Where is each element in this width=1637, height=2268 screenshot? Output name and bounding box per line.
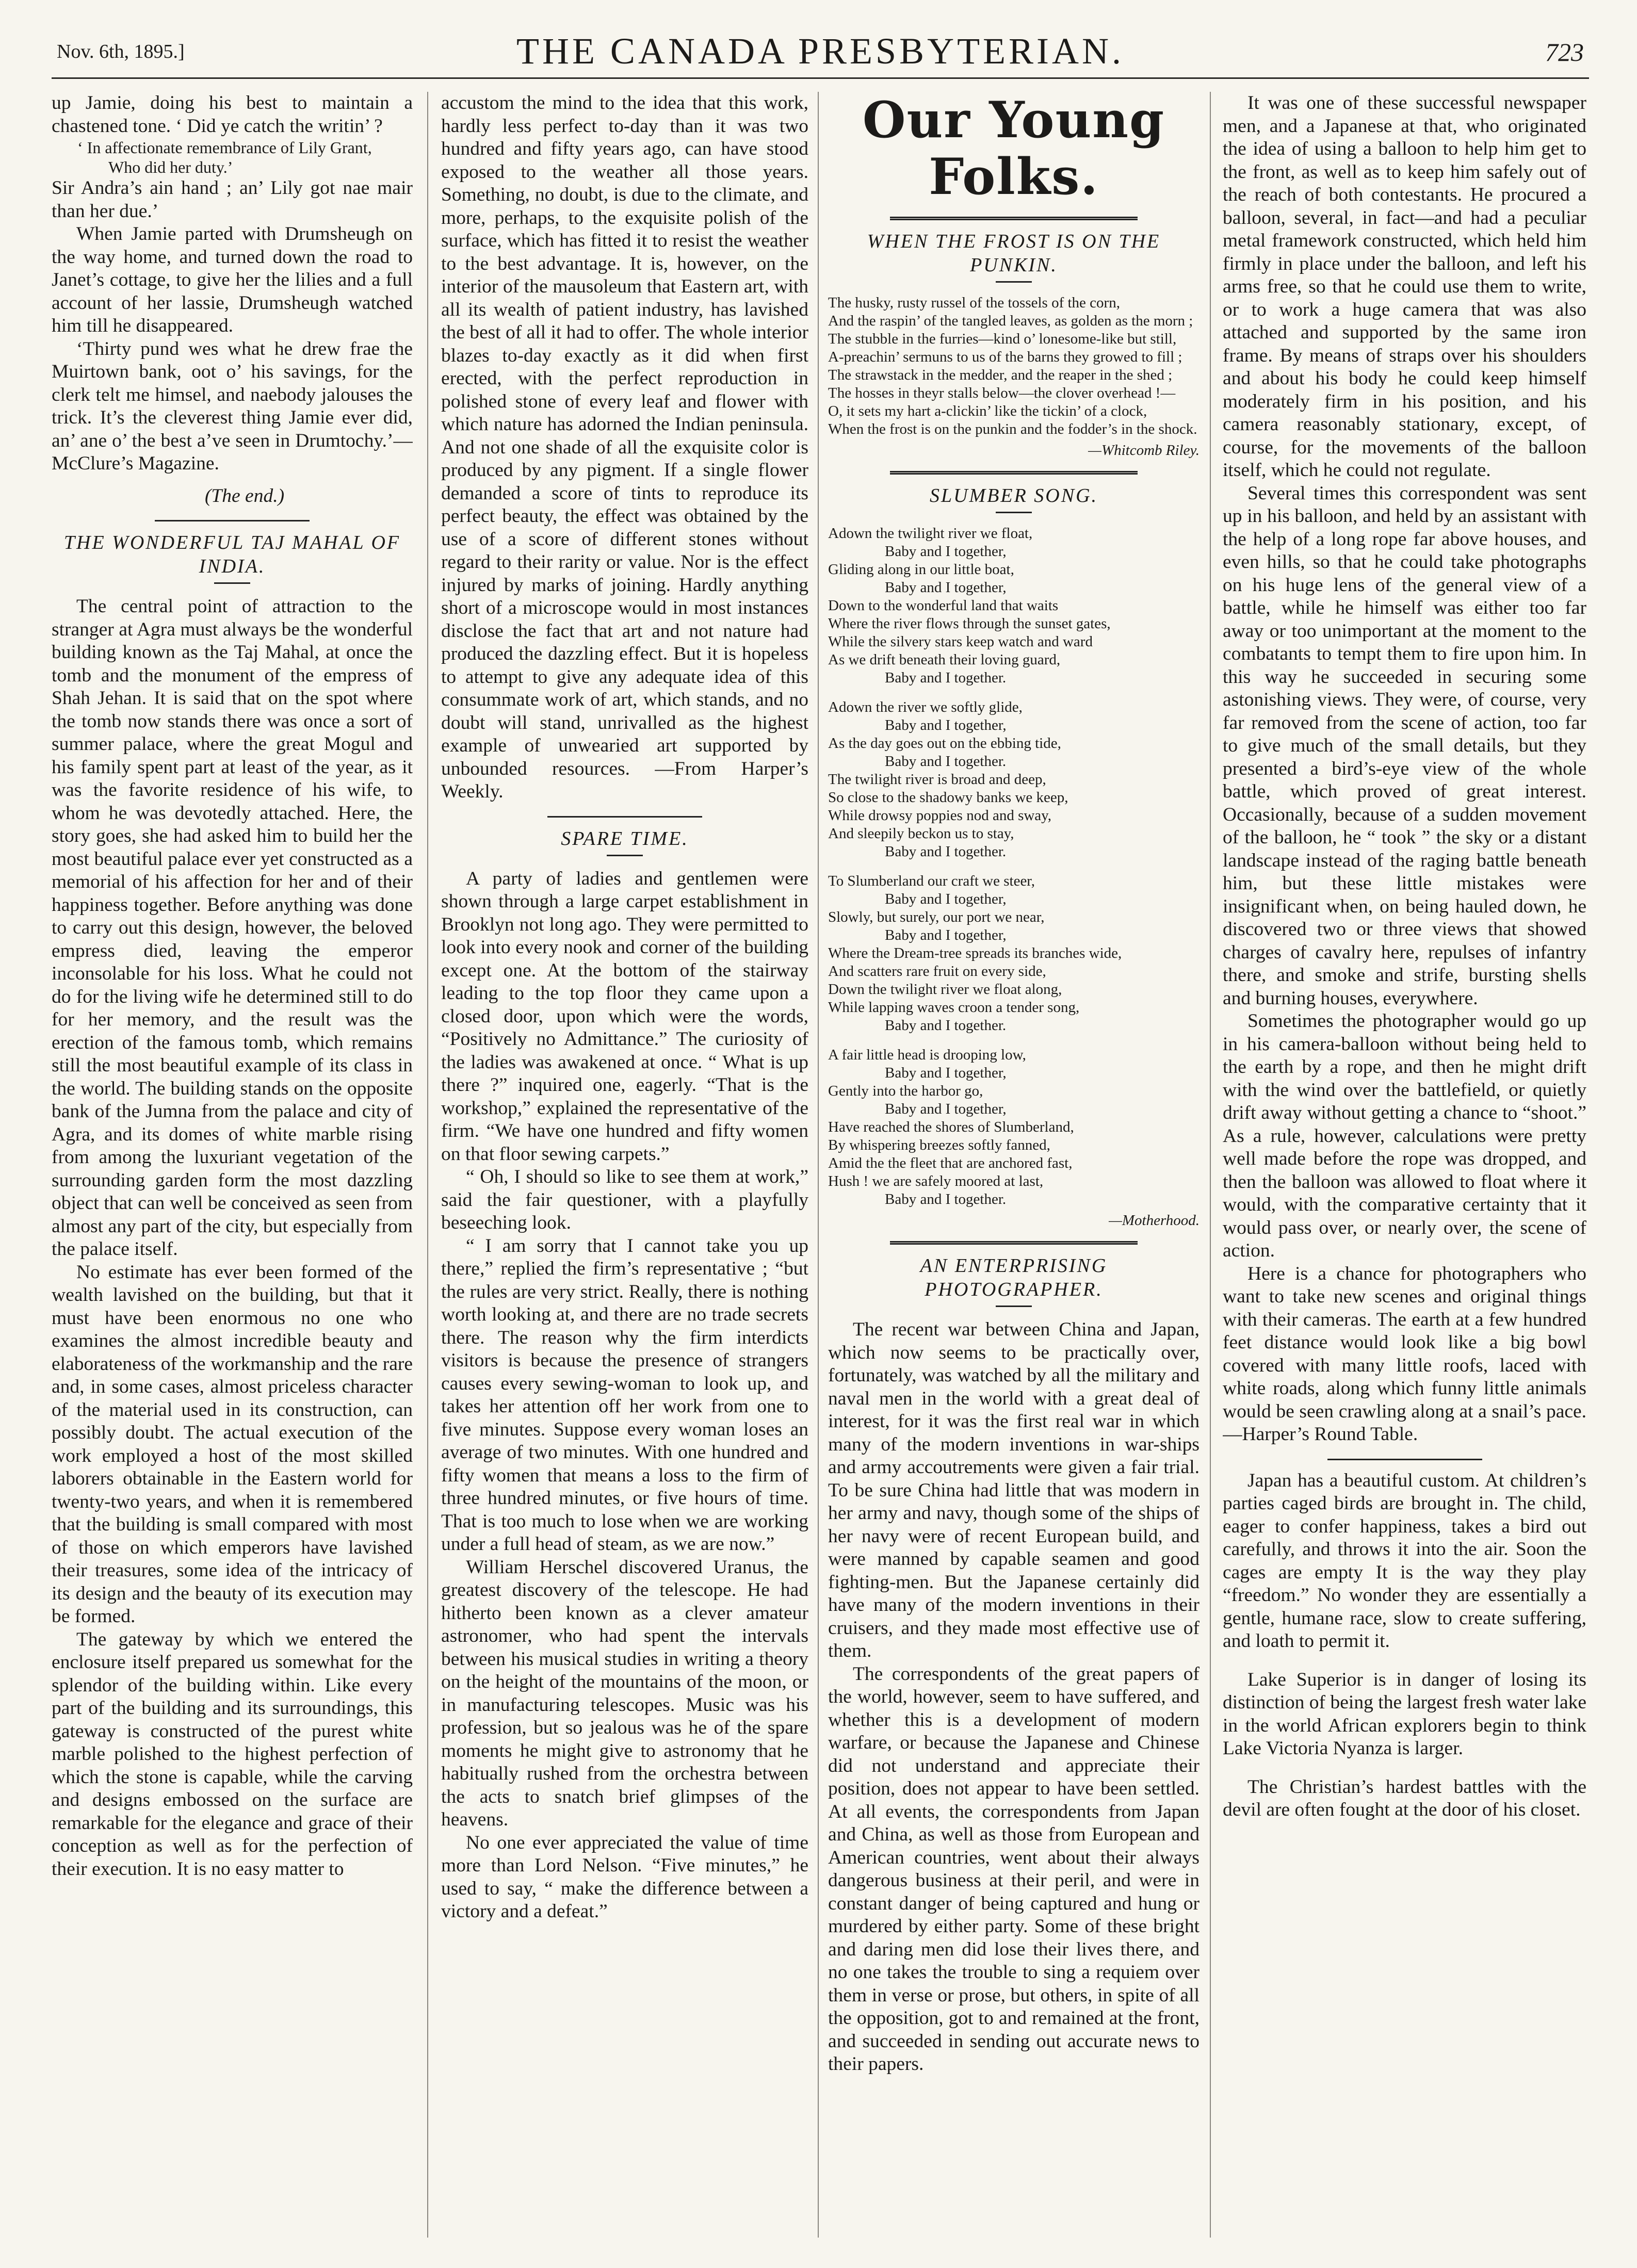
- paragraph: The correspondents of the great papers of the world, however, seem to have suffered, and whether this is a development of modern warfare, or because the Japanese and Chinese did not understand and appreciate their position, does not appear to have been settled. At all events, the correspondents from Japan and China, as well as those from European and American countries, went about their always dangerous business at their peril, and were in constant danger of being captured and hung or murdered by either party. Some of these bright and daring men did lose their lives there, and no one takes the trouble to sing a requiem over them in verse or prose, but others, in spite of all the opposition, got to and remained at the front, and succeeded in sending out accurate news to their papers.: [828, 1663, 1200, 2075]
- poem-attribution: —Motherhood.: [1109, 1212, 1200, 1229]
- poem-line: Baby and I together,: [885, 891, 1007, 907]
- poem-line: Baby and I together,: [885, 1101, 1007, 1117]
- paragraph: Sometimes the photographer would go up in his camera-balloon without being held to the earth by a rope, and then he might drift with the wind over the battlefield, or quietly drift away without getting a chance to “shoot.” As a rule, however, calculations were pretty well made before the rope was dropped, and then the balloon was allowed to float where it would, with the comparative certainty that it would pass over, or nearly over, the scene of action.: [1223, 1010, 1586, 1261]
- section-rule: [890, 217, 1138, 220]
- paragraph: The Christian’s hardest battles with the devil are often fought at the door of his closet.: [1223, 1776, 1586, 1820]
- poem-slumber: [828, 525, 1200, 1230]
- poem-line: Adown the river we softly glide,: [828, 699, 1023, 715]
- poem-frost: [828, 294, 1200, 460]
- poem-heading: SLUMBER SONG.: [929, 485, 1098, 507]
- poem-line: Baby and I together,: [885, 717, 1007, 733]
- column-1: [52, 92, 413, 2243]
- poem-line: Baby and I together,: [885, 543, 1007, 560]
- poem-line: Down the twilight river we float along,: [828, 981, 1062, 998]
- section-rule: [890, 471, 1138, 475]
- heading-rule: [996, 281, 1032, 283]
- paragraph: accustom the mind to the idea that this work, hardly less perfect to-day than it was two hundred and fifty years ago, can have stood exposed to the weather all those years. Something, no doubt, is due to the climate, and more, perhaps, to the exquisite polish of the surface, which has fitted it to resist the weather to the best advantage. It is, however, on the interior of the mausoleum that Eastern art, with all its wealth of patient industry, has lavished the best of all it had to offer. The whole interior blazes to-day exactly as it did when first erected, with the perfect reproduction in polished stone of every leaf and flower with which nature has adorned the Indian peninsula. And not one shade of all the exquisite color is produced by any pigment. If a single flower demanded a score of tints to reproduce its perfect beauty, the effect was obtained by the use of a score of different stones without regard to their rarity or value. Nor is the effect injured by marks of joining. Hardly anything short of a microscope would in most instances disclose the fact that art and not nature had produced the dazzling effect. But it is hopeless to attempt to give any adequate idea of this consummate work of art, which stands, and no doubt will stand, unrivalled as the highest example of unwearied art supported by unbounded resources. —From Harper’s Weekly.: [441, 92, 808, 802]
- poem-line: O, it sets my hart a-clickin’ like the tickin’ of a clock,: [828, 403, 1147, 419]
- poem-line: The husky, rusty russel of the tossels of the corn,: [828, 295, 1120, 311]
- paragraph: The central point of attraction to the stranger at Agra must always be the wonderful building known as the Taj Mahal, at once the tomb and the monument of the empress of Shah Jehan. It is said that on the spot where the tomb now stands there was once a sort of summer palace, where the great Mogul and his family spent part at least of the year, as it was the favorite residence of his wife, to whom he was devotedly attached. Here, the story goes, she had asked him to build her the most beautiful palace ever yet constructed as a memorial of his affection for her and of their happiness together. Before anything was done to carry out this design, however, the beloved empress died, leaving the emperor inconsolable for his loss. What he could not do for the living wife he determined still to do for her memory, and the result was the erection of the famous tomb, which remains still the most beautiful example of its class in the world. The building stands on the opposite bank of the Jumna from the palace and city of Agra, and its domes of white marble rising from among the luxuriant vegetation of the surrounding garden form the most dazzling object that can well be conceived as seen from almost any part of the city, but especially from the palace itself.: [52, 596, 413, 1260]
- column-divider: [427, 92, 428, 2238]
- poem-line: Down to the wonderful land that waits: [828, 597, 1059, 614]
- poem-line: And the raspin’ of the tangled leaves, as golden as the morn ;: [828, 313, 1193, 329]
- column-divider: [1210, 92, 1211, 2238]
- poem-line: Baby and I together.: [885, 1017, 1007, 1034]
- paragraph: Here is a chance for photographers who want to take new scenes and original things with their cameras. The earth at a few hundred feet distance would look like a big bowl covered with many little roofs, laced with white roads, along which funny little animals would be seen crawling along at a snail’s pace.—Harper’s Round Table.: [1223, 1263, 1586, 1445]
- heading-rule: [607, 855, 643, 856]
- poem-line: Baby and I together.: [885, 753, 1007, 770]
- poem-line: Baby and I together.: [885, 670, 1007, 686]
- paragraph: William Herschel discovered Uranus, the greatest discovery of the telescope. He had hitherto been known as a clever amateur astronomer, who had spent the intervals between his musical studies in writing a theory on the height of the mountains of the moon, or in manufacturing telescopes. Music was his profession, but so jealous was he of the spare moments he might give to astronomy that he habitually rushed from the orchestra between the acts to snatch brief glimpses of the heavens.: [441, 1556, 808, 1830]
- poem-line: Baby and I together,: [885, 927, 1007, 943]
- poem-attribution: —Whitcomb Riley.: [1088, 442, 1200, 459]
- masthead-title: THE CANADA PRESBYTERIAN.: [516, 30, 1125, 72]
- poem-line: Baby and I together,: [885, 1065, 1007, 1081]
- poem-line: While drowsy poppies nod and sway,: [828, 807, 1052, 824]
- poem-line: Baby and I together,: [885, 579, 1007, 596]
- poem-line: So close to the shadowy banks we keep,: [828, 789, 1068, 806]
- column-3: [828, 92, 1200, 2243]
- poem-line: Adown the twilight river we float,: [828, 525, 1033, 542]
- poem-line: Gently into the harbor go,: [828, 1083, 983, 1099]
- poem-line: Amid the the fleet that are anchored fast,: [828, 1155, 1073, 1171]
- poem-line: Slowly, but surely, our port we near,: [828, 909, 1045, 925]
- poem-line: While the silvery stars keep watch and ward: [828, 633, 1093, 650]
- page-number: 723: [1545, 38, 1584, 67]
- poem-line: The hosses in theyr stalls below—the clover overhead !—: [828, 385, 1176, 401]
- poem-line: To Slumberland our craft we steer,: [828, 873, 1035, 889]
- poem-heading: WHEN THE FROST IS ON THE PUNKIN.: [867, 231, 1161, 276]
- poem-line: Have reached the shores of Slumberland,: [828, 1119, 1074, 1135]
- section-rule: [155, 520, 310, 521]
- poem-line: Where the river flows through the sunset gates,: [828, 615, 1111, 632]
- column-4: [1223, 92, 1586, 2243]
- paragraph: Japan has a beautiful custom. At children’s parties caged birds are brought in. The child, eager to confer happiness, takes a bird out carefully, and throws it into the air. Soon the cages are empty It is the way they play “freedom.” No wonder they are essentially a gentle, humane race, slow to create suffering, and loath to permit it.: [1223, 1470, 1586, 1652]
- poem-line: Gliding along in our little boat,: [828, 561, 1014, 578]
- poem-line: And sleepily beckon us to stay,: [828, 825, 1014, 842]
- section-title: Our Young Folks.: [862, 92, 1165, 206]
- page-header: [57, 30, 1584, 76]
- column-2: [441, 92, 808, 2243]
- paragraph: No estimate has ever been formed of the wealth lavished on the building, but that it must have been enormous no one who examines the almost incredible beauty and elaborateness of the workmanship and the rare and, in some cases, almost priceless character of the material used in its construction, can possibly doubt. The actual execution of the work employed a host of the most skilled laborers obtainable in the Eastern world for twenty-two years, and when it is remembered that the building is small compared with most of those on which emperors have lavished their treasures, some idea of the intricacy of its design and the beauty of its execution may be formed.: [52, 1261, 413, 1627]
- paragraph: Several times this correspondent was sent up in his balloon, and held by an assistant with the help of a long rope far above houses, and even hills, so that he could take photographs on his huge lens of the general view of a battle, while he himself was either too far away or too unimportant at the moment to the combatants to tempt them to fire upon him. In this way he succeeded in securing some astonishing views. They were, of course, very far removed from the scene of action, too far to give much of the small details, but they presented a bird’s-eye view of the whole battle, which proved of great interest. Occasionally, because of a sudden movement of the balloon, he “ took ” the sky or a distant landscape instead of the raging battle beneath him, but these little mistakes were insignificant when, on being hauled down, he discovered two or three views that showed charges of cavalry here, repulses of infantry there, and smoke and strife, bursting shells and burning houses, everywhere.: [1223, 482, 1586, 1009]
- article-heading: THE WONDERFUL TAJ MAHAL OF INDIA.: [63, 532, 401, 577]
- paragraph: It was one of these successful newspaper men, and a Japanese at that, who originated the idea of using a balloon to help him get to the front, as well as to keep him safely out of the reach of both contestants. He procured a balloon, several, in fact—and had a peculiar metal framework constructed, which held him firmly in place under the balloon, and left his arms free, so that he could use them to write, or to work a huge camera that was also attached and supported by the same iron frame. By means of straps over his shoulders and about his body he could keep himself moderately firm in his position, and his camera reasonably stationary, except, of course, for the movements of the balloon itself, which he could not regulate.: [1223, 92, 1586, 481]
- section-rule: [890, 1241, 1138, 1245]
- poem-line: A fair little head is drooping low,: [828, 1047, 1026, 1063]
- section-rule: [1327, 1459, 1482, 1460]
- poem-line: As the day goes out on the ebbing tide,: [828, 735, 1061, 752]
- poem-line: A-preachin’ sermuns to us of the barns they growed to fill ;: [828, 349, 1182, 365]
- section-rule: [547, 816, 702, 818]
- paragraph: Lake Superior is in danger of losing its distinction of being the largest fresh water lake in the world African explorers begin to think Lake Victoria Nyanza is larger.: [1223, 1669, 1586, 1759]
- heading-rule: [996, 1306, 1032, 1307]
- heading-rule: [996, 512, 1032, 513]
- poem-line: Hush ! we are safely moored at last,: [828, 1173, 1044, 1189]
- paragraph: When Jamie parted with Drumsheugh on the way home, and turned down the road to Janet’s cottage, to give her the lilies and a full account of her lassie, Drumsheugh watched him till he disappeared.: [52, 223, 413, 336]
- article-heading: AN ENTERPRISING PHOTOGRAPHER.: [920, 1255, 1108, 1300]
- issue-date: Nov. 6th, 1895.]: [57, 41, 185, 62]
- poem-line: As we drift beneath their loving guard,: [828, 651, 1061, 668]
- story-end-marker: (The end.): [204, 485, 285, 507]
- poem-line: And scatters rare fruit on every side,: [828, 963, 1046, 980]
- poem-line: Where the Dream-tree spreads its branches wide,: [828, 945, 1122, 961]
- poem-line: By whispering breezes softly fanned,: [828, 1137, 1050, 1153]
- paragraph: The recent war between China and Japan, which now seems to be practically over, fortunately, was watched by all the military and naval men in the world with a great deal of interest, for it was the first real war in which many of the modern inventions in war-ships and army accoutrements were given a fair trial. To be sure China had little that was modern in her army and navy, though some of the ships of her navy were of recent European build, and were manned by capable seamen and good fighting-men. But the Japanese certainly did have many of the modern inventions in their cruisers, and they made most effective use of them.: [828, 1319, 1200, 1661]
- paragraph: No one ever appreciated the value of time more than Lord Nelson. “Five minutes,” he used to say, “ make the difference between a victory and a defeat.”: [441, 1832, 808, 1922]
- poem-line: When the frost is on the punkin and the fodder’s in the shock.: [828, 421, 1197, 437]
- poem-line: Baby and I together.: [885, 843, 1007, 860]
- poem-line: While lapping waves croon a tender song,: [828, 999, 1080, 1016]
- inscription-line: ‘ In affectionate remembrance of Lily Grant,: [77, 138, 372, 157]
- paragraph: “ I am sorry that I cannot take you up there,” replied the firm’s representative ; “but the rules are very strict. Really, there is nothing worth looking at, and there are no trade secrets there. The reason why the firm interdicts visitors is because the presence of strangers causes every sewing-woman to look up, and takes her attention off her work from one to five minutes. Suppose every woman loses an average of two minutes. With one hundred and fifty women that means a loss to the firm of three hundred minutes, or five hours of time. That is too much to lose when we are working under a full head of steam, as we are now.”: [441, 1235, 808, 1555]
- paragraph: A party of ladies and gentlemen were shown through a large carpet establishment in Brooklyn not long ago. They were permitted to look into every nook and corner of the building except one. At the bottom of the stairway leading to the top floor they came upon a closed door, upon which were the words, “Positively no Admittance.” The curiosity of the ladies was awakened at once. “ What is up there ?” inquired one, eagerly. “That is the workshop,” explained the representative of the firm. “We have one hundred and fifty women on that floor sewing carpets.”: [441, 868, 808, 1165]
- column-divider: [818, 92, 819, 2238]
- poem-line: The stubble in the furries—kind o’ lonesome-like but still,: [828, 331, 1177, 347]
- poem-line: The strawstack in the medder, and the reaper in the shed ;: [828, 367, 1173, 383]
- paragraph: Sir Andra’s ain hand ; an’ Lily got nae mair than her due.’: [52, 177, 413, 222]
- header-rule: [52, 77, 1589, 79]
- article-heading: SPARE TIME.: [561, 827, 689, 850]
- paragraph: “ Oh, I should so like to see them at work,” said the fair questioner, with a playfully beseeching look.: [441, 1166, 808, 1233]
- poem-line: Baby and I together.: [885, 1191, 1007, 1208]
- paragraph: The gateway by which we entered the enclosure itself prepared us somewhat for the splendor of the building within. Like every part of the building and its surroundings, this gateway is constructed of the purest white marble polished to the highest perfection of which the stone is capable, while the carving and designs embossed on the surface are remarkable for the elegance and grace of their conception as well as for the perfection of their execution. It is no easy matter to: [52, 1628, 413, 1880]
- heading-rule: [214, 582, 250, 584]
- inscription-line: Who did her duty.’: [108, 158, 233, 176]
- paragraph: up Jamie, doing his best to maintain a chastened tone. ‘ Did ye catch the writin’ ?: [52, 92, 413, 137]
- paragraph: ‘Thirty pund wes what he drew frae the Muirtown bank, oot o’ his savings, for the clerk telt me himsel, and naebody jalouses the trick. It’s the cleverest thing Jamie ever did, an’ ane o’ the best a’ve seen in Drumtochy.’—McClure’s Magazine.: [52, 338, 413, 474]
- poem-line: The twilight river is broad and deep,: [828, 771, 1046, 788]
